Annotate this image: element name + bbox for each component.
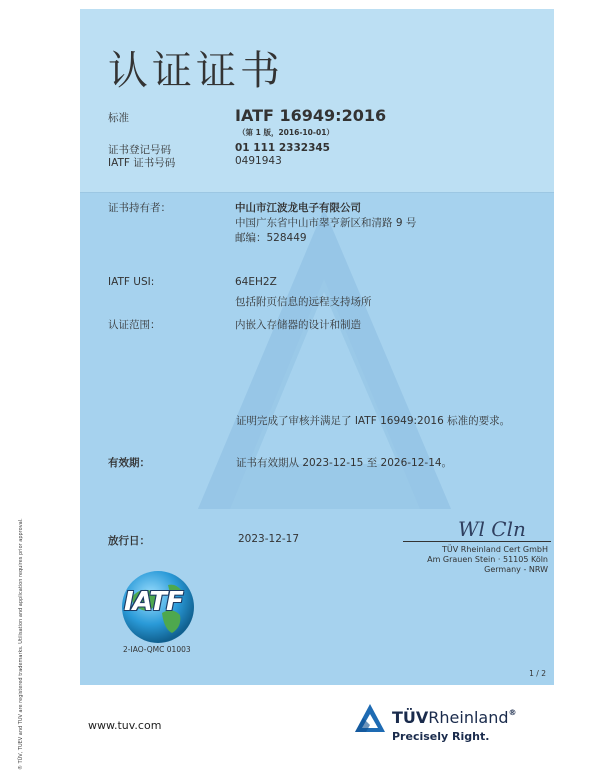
- iatf-number-value: 0491943: [235, 155, 282, 167]
- page-number: 1 / 2: [529, 669, 546, 678]
- issuer-street: Am Grauen Stein · 51105 Köln: [427, 555, 548, 564]
- issuer-country: Germany - NRW: [484, 565, 548, 574]
- validity-value: 证书有效期从 2023-12-15 至 2026-12-14。: [236, 457, 453, 469]
- iatf-logo-code: 2-IAO-QMC 01003: [123, 645, 191, 654]
- footer-url[interactable]: www.tuv.com: [88, 719, 162, 732]
- brand-name: [392, 708, 517, 727]
- holder-address: 中国广东省中山市翠亨新区和清路 9 号: [235, 217, 417, 229]
- validity-label: 有效期：: [108, 457, 150, 469]
- standard-value: IATF 16949:2016: [235, 106, 387, 125]
- signature: Wl Cln: [458, 517, 526, 541]
- trademark-side-note: ® TÜV, TUEV and TUV are registered trademarks. Utilisation and application requires prior approval.: [18, 518, 24, 770]
- brand-slogan: Precisely Right.: [392, 730, 490, 743]
- usi-label: IATF USI:: [108, 276, 155, 288]
- support-note: 包括附页信息的远程支持场所: [235, 296, 372, 308]
- scope-value: 内嵌入存储器的设计和制造: [235, 319, 361, 331]
- holder-name: 中山市江波龙电子有限公司: [235, 202, 361, 214]
- standard-edition: （第 1 版，2016-10-01）: [238, 128, 334, 137]
- holder-label: 证书持有者：: [108, 202, 171, 214]
- brand-registered-mark: ®: [508, 708, 517, 717]
- issue-date-label: 放行日：: [108, 535, 150, 547]
- iatf-logo-text: IATF: [124, 587, 183, 617]
- issuer-block: [427, 545, 548, 575]
- brand-tuv: TÜV: [392, 708, 429, 727]
- registration-number-label: 证书登记号码: [108, 144, 171, 156]
- issue-date-value: 2023-12-17: [238, 533, 300, 545]
- holder-postcode: 邮编：528449: [235, 232, 307, 244]
- usi-value: 64EH2Z: [235, 276, 277, 288]
- signature-line: [403, 541, 551, 542]
- standard-label: 标准: [108, 112, 129, 124]
- compliance-statement: 证明完成了审核并满足了 IATF 16949:2016 标准的要求。: [236, 415, 511, 427]
- tuv-triangle-logo-icon: [354, 703, 386, 733]
- brand-rheinland: Rheinland: [428, 708, 509, 727]
- scope-label: 认证范围：: [108, 319, 161, 331]
- issuer-name: TÜV Rheinland Cert GmbH: [442, 545, 548, 554]
- registration-number-value: 01 111 2332345: [235, 142, 330, 154]
- iatf-number-label: IATF 证书号码: [108, 157, 176, 169]
- certificate-title: 认证证书: [108, 48, 284, 94]
- certificate-panel: [80, 9, 554, 685]
